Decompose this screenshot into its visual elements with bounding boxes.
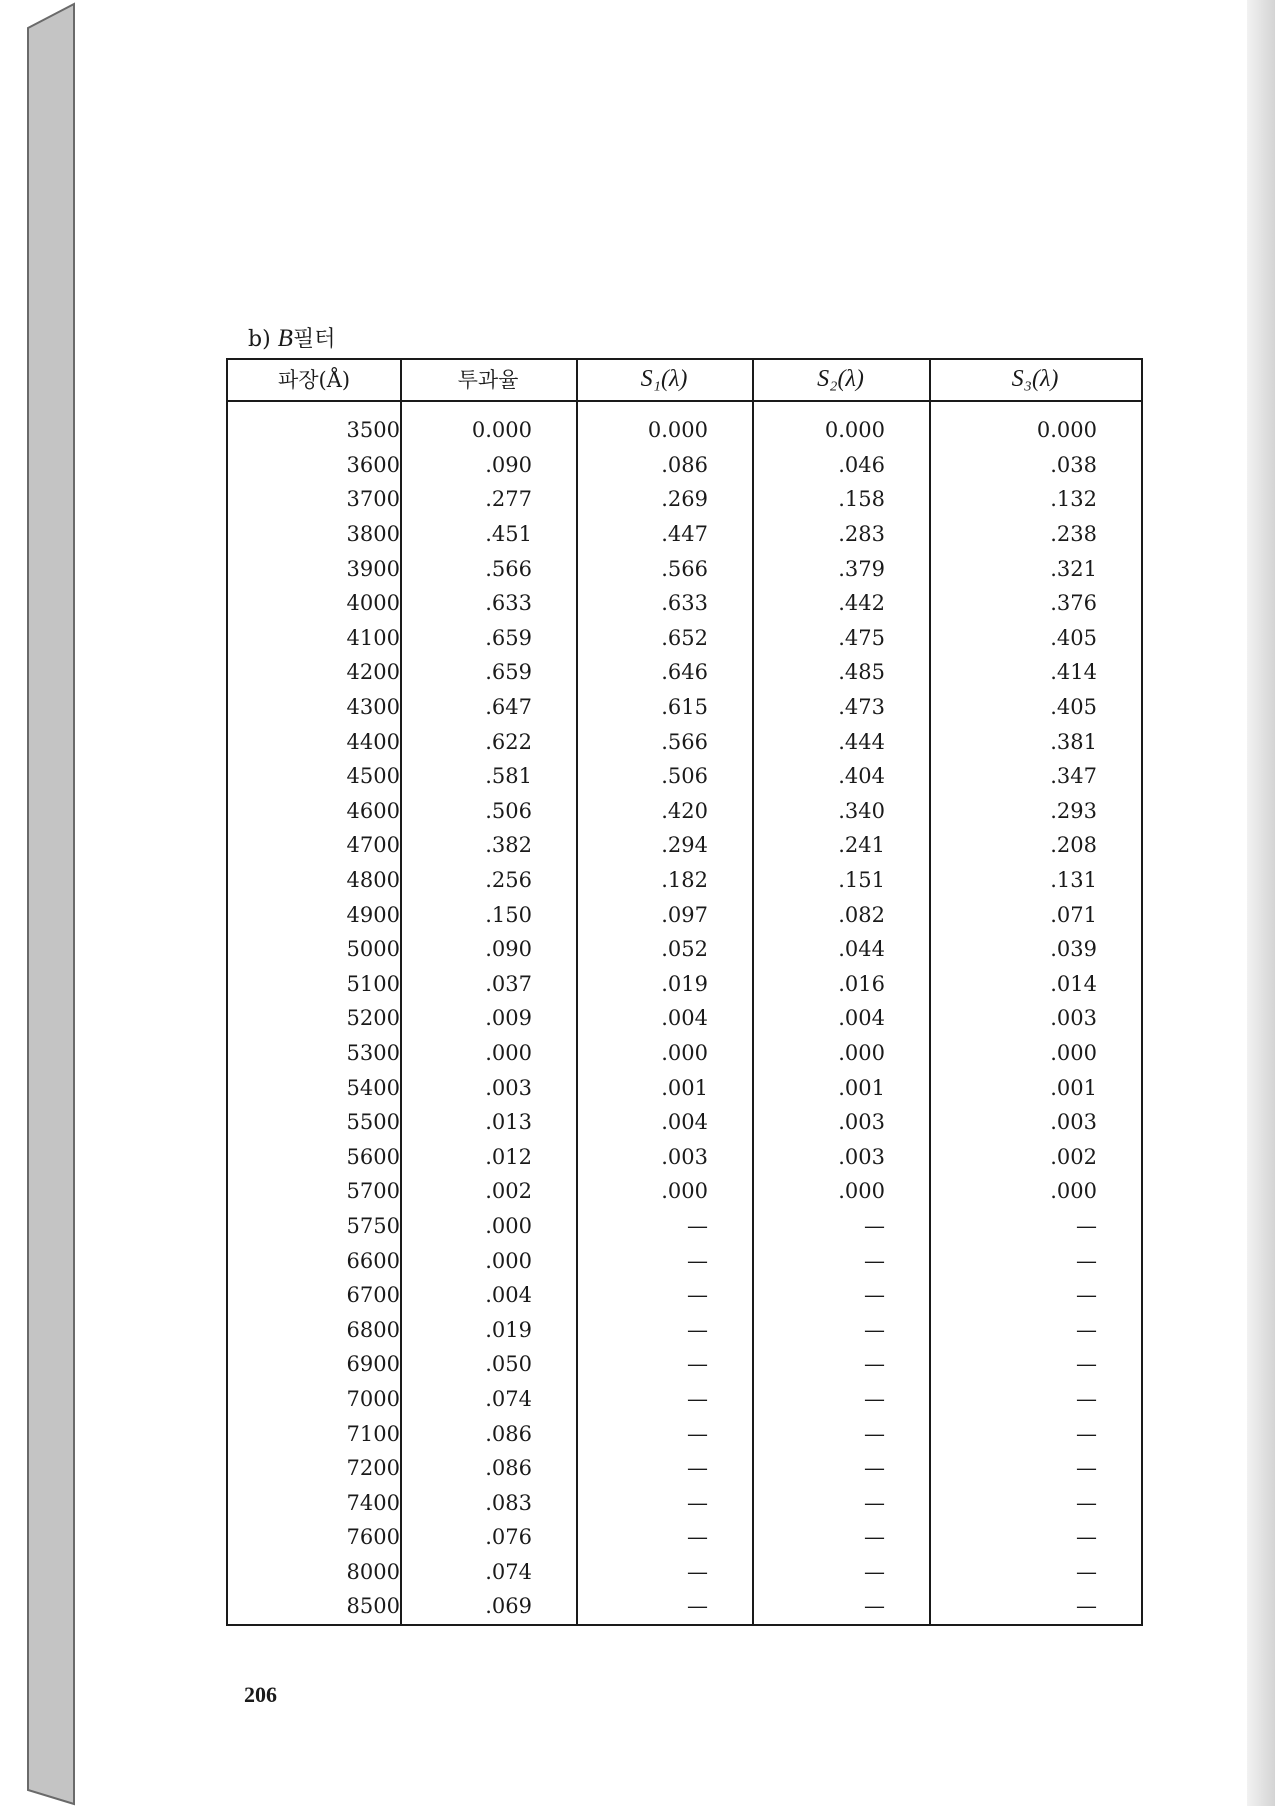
s2-cell: .000 (838, 1179, 885, 1204)
s3-cell: — (1076, 1525, 1097, 1550)
table-row (228, 413, 1141, 448)
wavelength-value: 5000 (346, 937, 400, 962)
wavelength-cell (228, 903, 400, 927)
wavelength-value: 3600 (346, 452, 400, 477)
wavelength-value: 6800 (346, 1317, 400, 1342)
caption-prefix: b) (248, 327, 271, 352)
wavelength-value: 4600 (346, 798, 400, 823)
wavelength-value: 5400 (346, 1075, 400, 1100)
wavelength-cell (228, 1560, 400, 1584)
table-caption (248, 322, 335, 353)
table-row (228, 1001, 1141, 1036)
table-row (228, 1485, 1141, 1520)
wavelength-value: 3700 (346, 487, 400, 512)
s2-cell: .444 (838, 729, 885, 754)
transmittance-cell: .086 (485, 1421, 532, 1446)
s3-cell: .132 (1050, 487, 1097, 512)
s2-cell: .046 (838, 452, 885, 477)
s1-cell: .003 (661, 1144, 708, 1169)
transmittance-cell: .000 (485, 1248, 532, 1273)
wavelength-value: 7200 (346, 1456, 400, 1481)
s3-cell: — (1076, 1352, 1097, 1377)
s2-cell: .404 (838, 764, 885, 789)
s1-cell: .447 (661, 522, 708, 547)
table-row (228, 482, 1141, 517)
s3-cell: — (1076, 1317, 1097, 1342)
s3-cell: — (1076, 1283, 1097, 1308)
transmittance-cell: .090 (485, 937, 532, 962)
s1-cell: .086 (661, 452, 708, 477)
s1-cell: .182 (661, 868, 708, 893)
s2-cell: .241 (838, 833, 885, 858)
transmittance-cell: .002 (485, 1179, 532, 1204)
wavelength-value: 3900 (346, 556, 400, 581)
s1-cell: .001 (661, 1075, 708, 1100)
transmittance-cell: .256 (485, 868, 532, 893)
wavelength-value: 5600 (346, 1144, 400, 1169)
s1-cell: — (687, 1594, 708, 1619)
s2-cell: .283 (838, 522, 885, 547)
transmittance-cell: .004 (485, 1283, 532, 1308)
transmittance-cell: .069 (485, 1594, 532, 1619)
s2-cell: .000 (838, 1040, 885, 1065)
s1-cell: — (687, 1421, 708, 1446)
wavelength-cell (228, 591, 400, 615)
wavelength-cell (228, 487, 400, 511)
s2-cell: .340 (838, 798, 885, 823)
wavelength-value: 4400 (346, 729, 400, 754)
s2-cell: .473 (838, 695, 885, 720)
s2-cell: — (864, 1456, 885, 1481)
wavelength-cell (228, 1318, 400, 1342)
book-right-edge (1247, 0, 1275, 1806)
s1-cell: .269 (661, 487, 708, 512)
transmittance-cell: .086 (485, 1456, 532, 1481)
s2-cell: — (864, 1213, 885, 1238)
wavelength-cell (228, 695, 400, 719)
table-row (228, 690, 1141, 725)
wavelength-cell (228, 1456, 400, 1480)
transmittance-cell: .083 (485, 1490, 532, 1515)
table-row (228, 724, 1141, 759)
s1-cell: .004 (661, 1110, 708, 1135)
s1-cell: .652 (661, 625, 708, 650)
wavelength-cell (228, 453, 400, 477)
s3-cell: .405 (1050, 625, 1097, 650)
transmittance-cell: .647 (485, 695, 532, 720)
wavelength-value: 5200 (346, 1006, 400, 1031)
wavelength-value: 8500 (346, 1594, 400, 1619)
wavelength-value: 5300 (346, 1040, 400, 1065)
transmittance-cell: .009 (485, 1006, 532, 1031)
wavelength-value: 7600 (346, 1525, 400, 1550)
wavelength-value: 4300 (346, 695, 400, 720)
s3-cell: — (1076, 1594, 1097, 1619)
s1-cell: — (687, 1248, 708, 1273)
s2-cell: — (864, 1283, 885, 1308)
transmittance-cell: .000 (485, 1213, 532, 1238)
table-row (228, 517, 1141, 552)
s1-cell: .052 (661, 937, 708, 962)
s3-cell: .001 (1050, 1075, 1097, 1100)
wavelength-value: 4000 (346, 591, 400, 616)
transmittance-cell: .076 (485, 1525, 532, 1550)
table-row (228, 1036, 1141, 1071)
s2-cell: — (864, 1594, 885, 1619)
s3-cell: .347 (1050, 764, 1097, 789)
s2-cell: — (864, 1352, 885, 1377)
wavelength-value: 3800 (346, 522, 400, 547)
wavelength-cell (228, 1041, 400, 1065)
s3-cell: — (1076, 1248, 1097, 1273)
s3-cell: .071 (1050, 902, 1097, 927)
s1-cell: — (687, 1456, 708, 1481)
wavelength-value: 7000 (346, 1386, 400, 1411)
wavelength-cell (228, 1352, 400, 1376)
wavelength-value: 4500 (346, 764, 400, 789)
s2-cell: .485 (838, 660, 885, 685)
s1-cell: .019 (661, 971, 708, 996)
s1-cell: — (687, 1213, 708, 1238)
s3-cell: — (1076, 1559, 1097, 1584)
transmittance-cell: .659 (485, 660, 532, 685)
table-row (228, 1520, 1141, 1555)
document-page (78, 0, 1247, 1806)
wavelength-cell (228, 1076, 400, 1100)
header-wavelength: 파장(Å) (277, 368, 351, 392)
s3-cell: — (1076, 1456, 1097, 1481)
table-row (228, 967, 1141, 1002)
wavelength-value: 3500 (346, 418, 400, 443)
table-row (228, 1451, 1141, 1486)
s3-cell: .003 (1050, 1006, 1097, 1031)
wavelength-cell (228, 1249, 400, 1273)
wavelength-value: 6900 (346, 1352, 400, 1377)
s3-cell: — (1076, 1490, 1097, 1515)
table-row (228, 897, 1141, 932)
transmittance-cell: .277 (485, 487, 532, 512)
s3-cell: .002 (1050, 1144, 1097, 1169)
wavelength-value: 5100 (346, 971, 400, 996)
transmittance-cell: .382 (485, 833, 532, 858)
table-header-row (228, 358, 1141, 400)
s2-cell: — (864, 1421, 885, 1446)
table-row (228, 1416, 1141, 1451)
wavelength-cell (228, 1145, 400, 1169)
transmittance-cell: .074 (485, 1386, 532, 1411)
wavelength-value: 4900 (346, 902, 400, 927)
book-left-edge (0, 0, 78, 1806)
table-row (228, 551, 1141, 586)
table-row (228, 586, 1141, 621)
s2-cell: .044 (838, 937, 885, 962)
s3-cell: .038 (1050, 452, 1097, 477)
transmittance-cell: .003 (485, 1075, 532, 1100)
header-rule (228, 400, 1141, 402)
wavelength-value: 5750 (346, 1213, 400, 1238)
wavelength-cell (228, 1387, 400, 1411)
table-row (228, 932, 1141, 967)
s2-cell: — (864, 1559, 885, 1584)
s1-cell: .615 (661, 695, 708, 720)
s3-cell: .321 (1050, 556, 1097, 581)
s2-cell: .016 (838, 971, 885, 996)
s3-cell: .003 (1050, 1110, 1097, 1135)
s3-cell: .208 (1050, 833, 1097, 858)
wavelength-value: 4800 (346, 868, 400, 893)
s1-cell: — (687, 1352, 708, 1377)
transmittance-cell: .019 (485, 1317, 532, 1342)
transmittance-cell: .013 (485, 1110, 532, 1135)
s2-cell: .003 (838, 1110, 885, 1135)
table-row (228, 828, 1141, 863)
s2-cell: .004 (838, 1006, 885, 1031)
filter-table (226, 358, 1143, 1626)
s2-cell: — (864, 1248, 885, 1273)
caption-suffix: 필터 (292, 327, 336, 352)
s1-cell: .566 (661, 556, 708, 581)
s3-cell: .238 (1050, 522, 1097, 547)
s3-cell: .381 (1050, 729, 1097, 754)
table-row (228, 1070, 1141, 1105)
s3-cell: .376 (1050, 591, 1097, 616)
transmittance-cell: .659 (485, 625, 532, 650)
s3-cell: — (1076, 1386, 1097, 1411)
s2-cell: .442 (838, 591, 885, 616)
table-row (228, 1139, 1141, 1174)
wavelength-cell (228, 1214, 400, 1238)
transmittance-cell: .633 (485, 591, 532, 616)
s3-cell: 0.000 (1036, 418, 1097, 443)
wavelength-value: 7400 (346, 1490, 400, 1515)
transmittance-cell: .451 (485, 522, 532, 547)
transmittance-cell: .581 (485, 764, 532, 789)
s1-cell: .506 (661, 764, 708, 789)
transmittance-cell: .050 (485, 1352, 532, 1377)
s3-cell: .014 (1050, 971, 1097, 996)
s2-cell: 0.000 (824, 418, 885, 443)
s1-cell: .646 (661, 660, 708, 685)
s3-cell: .293 (1050, 798, 1097, 823)
wavelength-cell (228, 1422, 400, 1446)
wavelength-cell (228, 418, 400, 442)
transmittance-cell: .037 (485, 971, 532, 996)
table-row (228, 448, 1141, 483)
s1-cell: — (687, 1559, 708, 1584)
wavelength-value: 6700 (346, 1283, 400, 1308)
wavelength-value: 7100 (346, 1421, 400, 1446)
caption-filter-letter: B (277, 325, 293, 352)
s2-cell: — (864, 1525, 885, 1550)
s2-cell: .082 (838, 902, 885, 927)
s3-cell: .405 (1050, 695, 1097, 720)
table-row (228, 794, 1141, 829)
s3-cell: — (1076, 1213, 1097, 1238)
table-row (228, 1589, 1141, 1624)
table-body (228, 413, 1141, 1624)
s1-cell: 0.000 (647, 418, 708, 443)
table-row (228, 1243, 1141, 1278)
s1-cell: — (687, 1490, 708, 1515)
s3-cell: .000 (1050, 1179, 1097, 1204)
s2-cell: .158 (838, 487, 885, 512)
s2-cell: .003 (838, 1144, 885, 1169)
s1-cell: .000 (661, 1179, 708, 1204)
wavelength-cell (228, 1525, 400, 1549)
table-row (228, 1312, 1141, 1347)
wavelength-value: 5500 (346, 1110, 400, 1135)
table-row (228, 863, 1141, 898)
wavelength-cell (228, 1179, 400, 1203)
wavelength-value: 4200 (346, 660, 400, 685)
wavelength-cell (228, 972, 400, 996)
transmittance-cell: 0.000 (471, 418, 532, 443)
wavelength-cell (228, 1594, 400, 1618)
transmittance-cell: .012 (485, 1144, 532, 1169)
wavelength-cell (228, 1110, 400, 1134)
transmittance-cell: .622 (485, 729, 532, 754)
s1-cell: — (687, 1283, 708, 1308)
table-row (228, 1174, 1141, 1209)
table-row (228, 1209, 1141, 1244)
s3-cell: .131 (1050, 868, 1097, 893)
wavelength-cell (228, 730, 400, 754)
transmittance-cell: .150 (485, 902, 532, 927)
table-row (228, 621, 1141, 656)
wavelength-cell (228, 868, 400, 892)
s1-cell: .294 (661, 833, 708, 858)
transmittance-cell: .000 (485, 1040, 532, 1065)
header-s1: S₁(λ) (640, 365, 688, 392)
table-row (228, 1105, 1141, 1140)
wavelength-cell (228, 626, 400, 650)
header-s2: S₂(λ) (817, 365, 864, 392)
wavelength-value: 8000 (346, 1559, 400, 1584)
s1-cell: .633 (661, 591, 708, 616)
s2-cell: — (864, 1490, 885, 1515)
wavelength-cell (228, 1491, 400, 1515)
transmittance-cell: .506 (485, 798, 532, 823)
s2-cell: .475 (838, 625, 885, 650)
table-row (228, 759, 1141, 794)
s1-cell: — (687, 1317, 708, 1342)
s1-cell: — (687, 1525, 708, 1550)
s2-cell: .001 (838, 1075, 885, 1100)
s3-cell: — (1076, 1421, 1097, 1446)
table-row (228, 1278, 1141, 1313)
wavelength-cell (228, 557, 400, 581)
transmittance-cell: .074 (485, 1559, 532, 1584)
wavelength-value: 4100 (346, 625, 400, 650)
s1-cell: .420 (661, 798, 708, 823)
wavelength-value: 6600 (346, 1248, 400, 1273)
s1-cell: .000 (661, 1040, 708, 1065)
header-s3: S₃(λ) (1011, 365, 1059, 392)
wavelength-cell (228, 799, 400, 823)
s1-cell: .097 (661, 902, 708, 927)
table-row (228, 655, 1141, 690)
wavelength-value: 4700 (346, 833, 400, 858)
s2-cell: .379 (838, 556, 885, 581)
wavelength-cell (228, 1006, 400, 1030)
wavelength-value: 5700 (346, 1179, 400, 1204)
s1-cell: .004 (661, 1006, 708, 1031)
table-row (228, 1347, 1141, 1382)
s3-cell: .414 (1050, 660, 1097, 685)
s2-cell: .151 (838, 868, 885, 893)
s3-cell: .000 (1050, 1040, 1097, 1065)
s1-cell: — (687, 1386, 708, 1411)
wavelength-cell (228, 660, 400, 684)
wavelength-cell (228, 833, 400, 857)
transmittance-cell: .090 (485, 452, 532, 477)
table-row (228, 1382, 1141, 1417)
header-transmittance: 투과율 (457, 368, 519, 392)
wavelength-cell (228, 522, 400, 546)
s3-cell: .039 (1050, 937, 1097, 962)
s1-cell: .566 (661, 729, 708, 754)
wavelength-cell (228, 764, 400, 788)
transmittance-cell: .566 (485, 556, 532, 581)
table-row (228, 1555, 1141, 1590)
wavelength-cell (228, 937, 400, 961)
s2-cell: — (864, 1317, 885, 1342)
s2-cell: — (864, 1386, 885, 1411)
page-number: 206 (244, 1682, 277, 1707)
wavelength-cell (228, 1283, 400, 1307)
